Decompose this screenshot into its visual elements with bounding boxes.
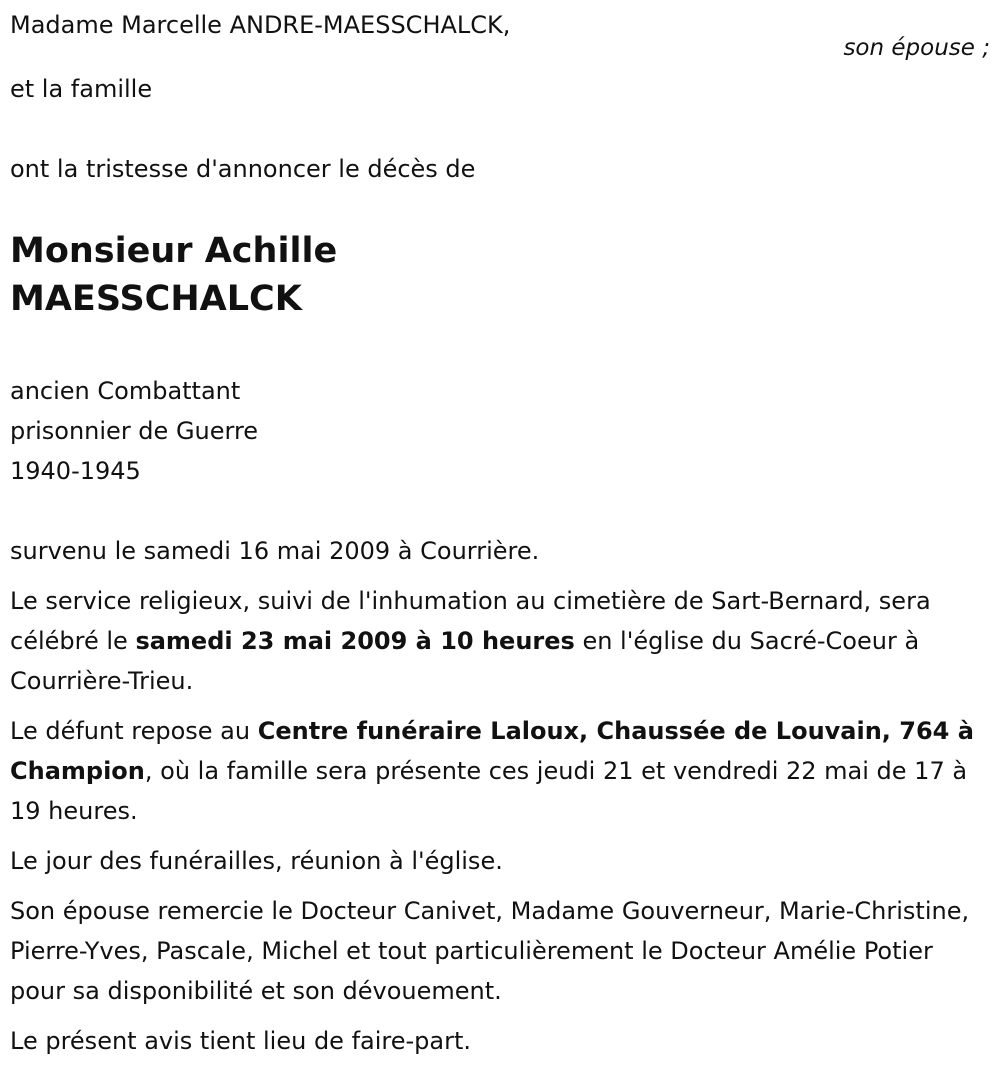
- meeting-text: Le jour des funérailles, réunion à l'église.: [10, 847, 503, 875]
- repose-suffix: , où la famille sera présente ces jeudi 21 et vendredi 22 mai de 17 à 19 heures.: [10, 757, 968, 825]
- title-line: 1940-1945: [10, 457, 141, 485]
- spouse-line: [10, 5, 990, 61]
- family-line: et la famille: [10, 75, 153, 103]
- death-info: survenu le samedi 16 mai 2009 à Courrière.: [10, 537, 540, 565]
- deceased-titles: [10, 371, 990, 491]
- announcement-text: ont la tristesse d'annoncer le décès de: [10, 155, 476, 183]
- title-line: ancien Combattant: [10, 377, 241, 405]
- service-date-time: samedi 23 mai 2009 à 10 heures: [135, 627, 575, 655]
- repose-location: Centre funéraire Laloux, Chaussée de Louvain, 764 à Champion: [10, 717, 974, 785]
- repose-paragraph: [10, 711, 990, 831]
- service-suffix: en l'église du Sacré-Coeur à Courrière-Trieu.: [10, 627, 920, 695]
- service-prefix: Le service religieux, suivi de l'inhumation au cimetière de Sart-Bernard, sera célébré le: [10, 587, 931, 655]
- deceased-name: [10, 227, 990, 323]
- thanks-paragraph: Son épouse remercie le Docteur Canivet, Madame Gouverneur, Marie-Christine, Pierre-Yves, Pascale, Michel et tout particulièrement le Docteur Amélie Potier pour sa disponibilité et son dévouement.: [10, 897, 970, 1005]
- spouse-role: son épouse ;: [843, 35, 990, 61]
- repose-prefix: Le défunt repose au: [10, 717, 258, 745]
- deceased-name-line2: MAESSCHALCK: [10, 279, 302, 319]
- closing-text: Le présent avis tient lieu de faire-part.: [10, 1027, 472, 1055]
- deceased-name-line1: Monsieur Achille: [10, 231, 338, 271]
- service-paragraph: [10, 581, 990, 701]
- spouse-name: Madame Marcelle ANDRE-MAESSCHALCK,: [10, 11, 511, 39]
- title-line: prisonnier de Guerre: [10, 417, 259, 445]
- obituary-notice: [10, 5, 990, 1061]
